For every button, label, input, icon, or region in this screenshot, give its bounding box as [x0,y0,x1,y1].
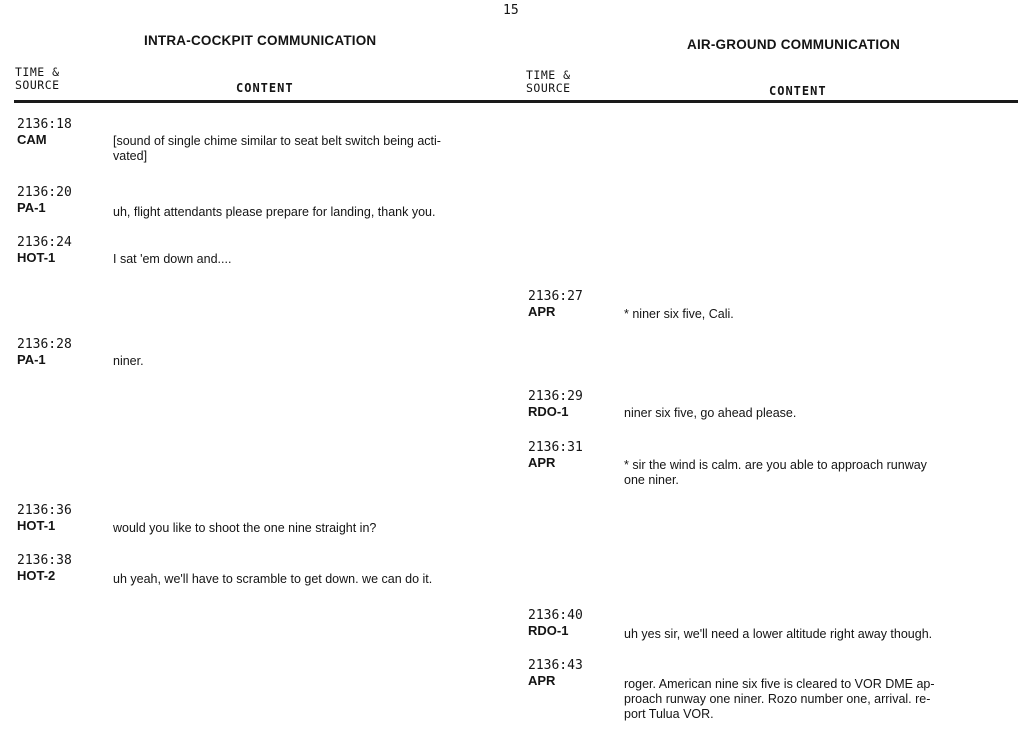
air-ground-heading: AIR-GROUND COMMUNICATION [687,37,901,52]
transcript-entry [17,553,72,583]
entry-source: HOT-1 [17,518,56,533]
entry-time: 2136:24 [17,235,72,250]
right-content-label: CONTENT [769,84,827,98]
entry-source: RDO-1 [528,623,569,638]
entry-source: PA-1 [17,352,46,367]
entry-source: PA-1 [17,200,46,215]
entry-content-line: proach runway one niner. Rozo number one, arrival. re- [624,692,931,706]
entry-source: APR [528,673,556,688]
transcript-entry [17,503,72,533]
transcript-entry [528,658,583,688]
right-time-source-label [526,69,571,95]
entry-content [113,205,435,220]
entry-time: 2136:27 [528,289,583,304]
entry-content [113,354,144,369]
right-source-label: SOURCE [526,81,571,95]
entry-source: RDO-1 [528,404,569,419]
left-source-label: SOURCE [15,78,60,92]
transcript-entry [528,389,583,419]
entry-content [624,307,734,322]
entry-content [113,572,432,587]
entry-content-line: [sound of single chime similar to seat belt switch being acti- [113,134,441,148]
entry-content-line: niner. [113,354,144,368]
entry-content [624,406,796,421]
entry-source: APR [528,455,556,470]
entry-content-line: I sat 'em down and.... [113,252,232,266]
entry-content [624,458,927,488]
entry-time: 2136:36 [17,503,72,518]
transcript-entry [17,337,72,367]
entry-content-line: * niner six five, Cali. [624,307,734,321]
entry-content-line: uh, flight attendants please prepare for landing, thank you. [113,205,436,219]
entry-time: 2136:20 [17,185,72,200]
entry-time: 2136:18 [17,117,72,132]
entry-source: HOT-1 [17,250,56,265]
entry-source: HOT-2 [17,568,56,583]
entry-time: 2136:38 [17,553,72,568]
left-time-label: TIME & [15,65,60,79]
entry-content-line: roger. American nine six five is cleared to VOR DME ap- [624,677,935,691]
entry-content [113,521,376,536]
left-time-source-label [15,66,60,92]
transcript-entry [528,608,583,638]
entry-content [113,252,231,267]
entry-time: 2136:40 [528,608,583,623]
right-time-label: TIME & [526,68,571,82]
entry-content-line: one niner. [624,473,679,487]
transcript-entry [528,440,583,470]
left-content-label: CONTENT [236,81,294,95]
intra-cockpit-heading: INTRA-COCKPIT COMMUNICATION [144,33,377,48]
transcript-entry [17,185,72,215]
entry-time: 2136:43 [528,658,583,673]
entry-content [624,677,935,722]
entry-source: CAM [17,132,47,147]
entry-time: 2136:29 [528,389,583,404]
entry-content [113,134,441,164]
transcript-entry [17,117,72,147]
entry-content-line: port Tulua VOR. [624,707,714,721]
page-number: 15 [503,3,519,18]
entry-time: 2136:31 [528,440,583,455]
entry-content [624,627,932,642]
entry-content-line: uh yes sir, we'll need a lower altitude right away though. [624,627,933,641]
entry-content-line: vated] [113,149,148,163]
entry-content-line: * sir the wind is calm. are you able to approach runway [624,458,927,472]
transcript-entry [528,289,583,319]
transcript-entry [17,235,72,265]
entry-content-line: uh yeah, we'll have to scramble to get down. we can do it. [113,572,433,586]
header-rule [14,100,1018,103]
entry-time: 2136:28 [17,337,72,352]
entry-content-line: niner six five, go ahead please. [624,406,797,420]
entry-source: APR [528,304,556,319]
entry-content-line: would you like to shoot the one nine straight in? [113,521,377,535]
